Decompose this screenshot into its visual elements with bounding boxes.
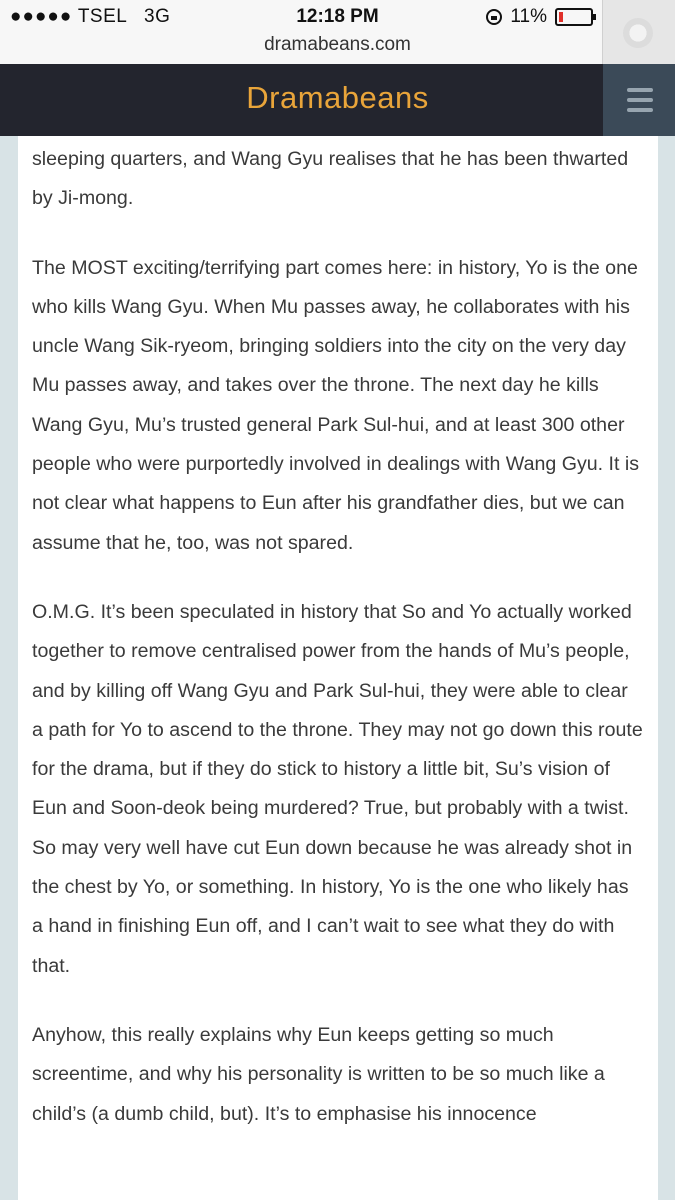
lock-rotation-icon [486,9,502,25]
status-bar [0,0,675,64]
article-card [18,136,658,1200]
article-paragraph: sleeping quarters, and Wang Gyu realises that he has been thwarted by Ji-mong. [32,148,629,210]
battery-percent: 11% [510,6,547,27]
signal-dots-icon: ●●●●● [10,6,73,27]
status-right [486,6,593,28]
article-body [18,136,658,1134]
tabs-button-icon[interactable] [602,0,675,64]
site-logo[interactable]: Dramabeans [246,80,429,115]
article-paragraph: O.M.G. It’s been speculated in history that So and Yo actually worked together to remove centralised power from the hands of Mu’s people, and by killing off Wang Gyu and Park Sul-hui, they were able to clear a path for Yo to ascend to the throne. They may not go down this route for the drama, but if they do stick to history a little bit, Su’s vision of Eun and Soon-deok being murdered? True, but probably with a twist. So may very well have cut Eun down because he was already shot in the chest by Yo, or something. In history, Yo is the one who likely has a hand in finishing Eun off, and I can’t wait to see what they do with that. [32,600,643,977]
address-bar-url[interactable]: dramabeans.com [264,34,411,55]
carrier-name: TSEL [77,6,127,27]
site-header [0,64,675,136]
clock: 12:18 PM [296,6,379,27]
article-paragraph: The MOST exciting/terrifying part comes here: in history, Yo is the one who kills Wang Gyu. When Mu passes away, he collaborates with his uncle Wang Sik-ryeom, bringing soldiers into the city on the very day Mu passes away, and takes over the throne. The next day he kills Wang Gyu, Mu’s trusted general Park Sul-hui, and at least 300 other people who were purportedly involved in dealings with Wang Gyu. It is not clear what happens to Eun after his grandfather dies, but we can assume that he, too, was not spared. [32,256,640,554]
network-type: 3G [144,6,171,27]
hamburger-menu-icon[interactable] [603,64,675,136]
battery-icon [555,8,593,26]
article-paragraph: Anyhow, this really explains why Eun keeps getting so much screentime, and why his personality is written to be so much like a child’s (a dumb child, but). It’s to emphasise his innocence [32,1023,605,1125]
